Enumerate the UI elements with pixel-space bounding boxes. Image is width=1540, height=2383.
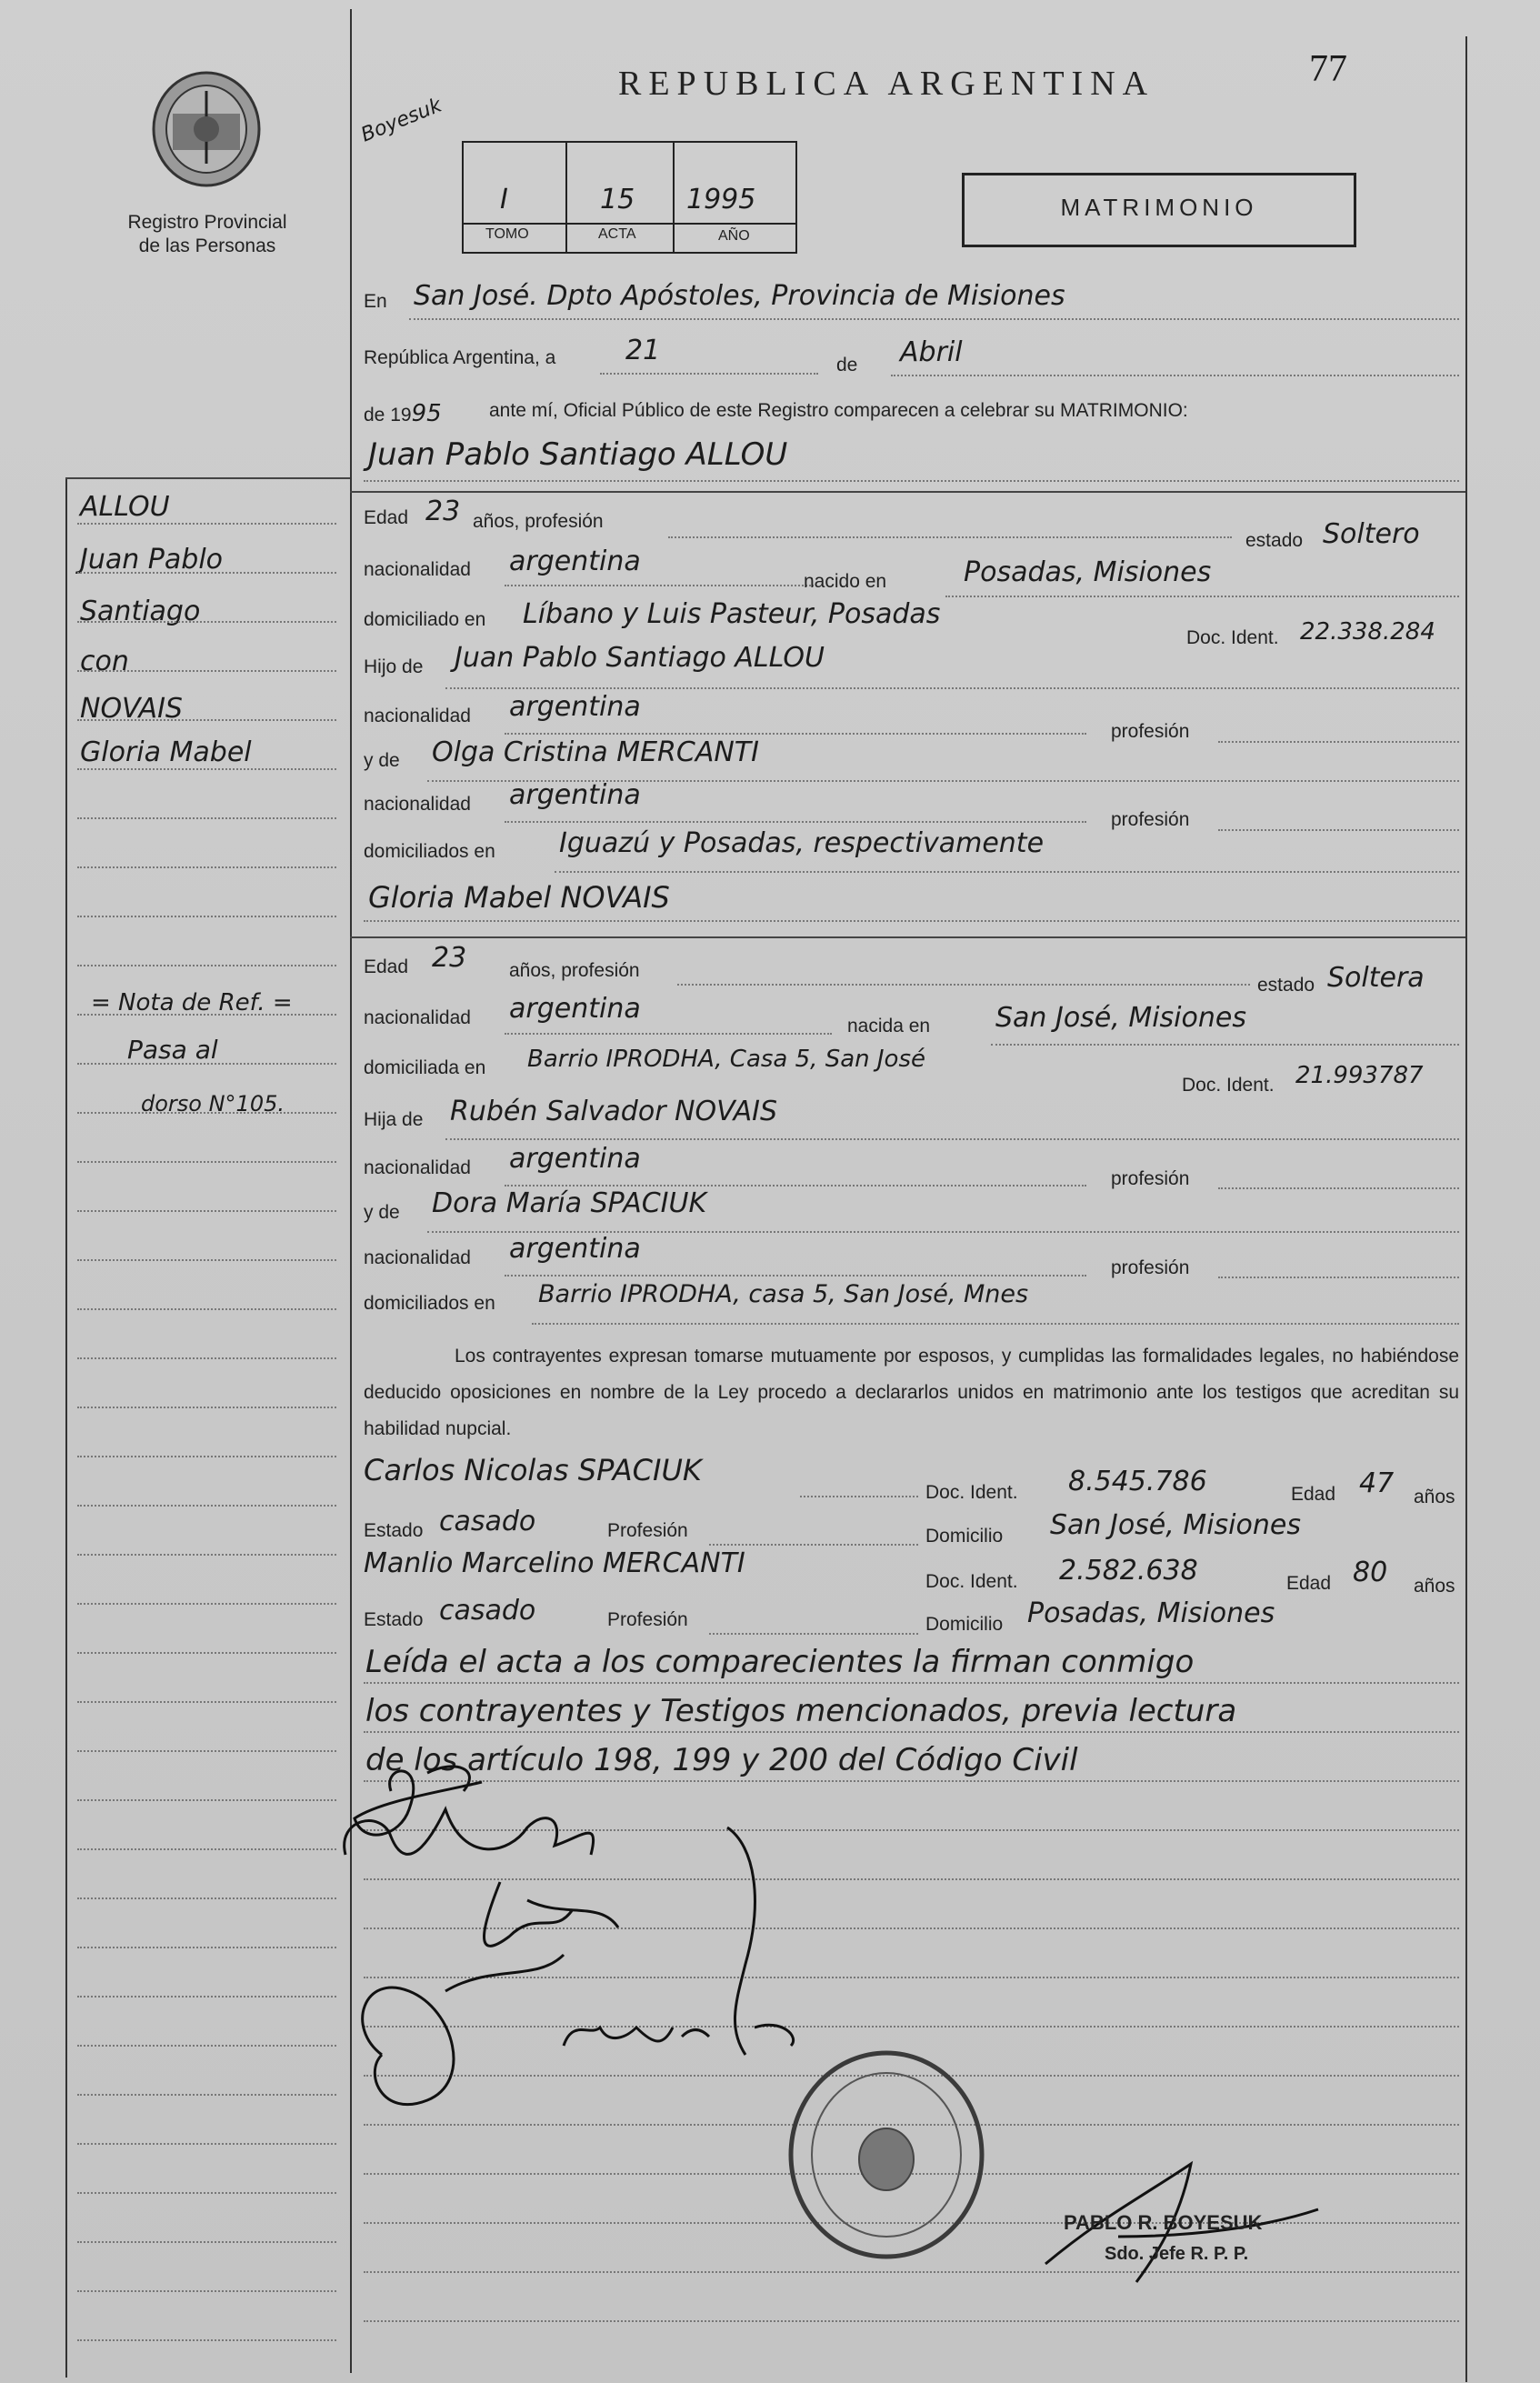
bride-status: Soltera bbox=[1327, 962, 1425, 994]
document-type-label: MATRIMONIO bbox=[1060, 194, 1258, 221]
registrar-note: Boyesuk bbox=[357, 94, 445, 147]
groom-mother-nationality: argentina bbox=[509, 779, 641, 811]
margin-con: con bbox=[80, 646, 129, 677]
witness1-name: Carlos Nicolas SPACIUK bbox=[364, 1453, 702, 1487]
en-label: En bbox=[364, 291, 387, 312]
month-value: Abril bbox=[900, 336, 963, 368]
republica-label: República Argentina, a bbox=[364, 347, 556, 368]
year-prefix: de 1995 bbox=[364, 400, 442, 427]
margin-groom-second-name: Santiago bbox=[80, 596, 201, 627]
bride-father-prof-label: profesión bbox=[1111, 1168, 1190, 1189]
bride-address: Barrio IPRODHA, Casa 5, San José bbox=[527, 1046, 925, 1073]
bride-parents-address-label: domiciliados en bbox=[364, 1293, 495, 1314]
signature-rule bbox=[364, 2320, 1459, 2322]
bride-father-nat-label: nacionalidad bbox=[364, 1157, 471, 1178]
country-title: REPUBLICA ARGENTINA bbox=[618, 65, 1155, 103]
groom-parents-address: Iguazú y Posadas, respectivamente bbox=[559, 827, 1045, 859]
groom-father-nat-label: nacionalidad bbox=[364, 706, 471, 726]
bride-age: 23 bbox=[432, 942, 467, 974]
groom-nationality-label: nacionalidad bbox=[364, 559, 471, 580]
witness1-age-label: Edad bbox=[1291, 1484, 1336, 1505]
groom-mother-nat-label: nacionalidad bbox=[364, 794, 471, 815]
witness2-doc-label: Doc. Ident. bbox=[925, 1571, 1018, 1592]
margin-rule bbox=[77, 1848, 336, 1850]
signature-rule bbox=[364, 1731, 1459, 1733]
margin-rule bbox=[77, 1063, 336, 1065]
official-seal-icon bbox=[782, 2046, 991, 2264]
margin-rule bbox=[77, 572, 336, 574]
bride-status-label: estado bbox=[1257, 975, 1315, 996]
bride-father: Rubén Salvador NOVAIS bbox=[450, 1096, 778, 1127]
document-type-box bbox=[962, 173, 1356, 247]
bride-parents-address: Barrio IPRODHA, casa 5, San José, Mnes bbox=[538, 1280, 1029, 1308]
witness1-status-label: Estado bbox=[364, 1520, 424, 1541]
margin-rule bbox=[77, 1112, 336, 1114]
margin-rule bbox=[77, 1897, 336, 1899]
groom-mother-prof-label: profesión bbox=[1111, 809, 1190, 830]
witness2-age-label: Edad bbox=[1286, 1573, 1332, 1594]
witness1-address: San José, Misiones bbox=[1050, 1509, 1301, 1541]
registry-name: Registro Provincial de las Personas bbox=[127, 212, 287, 256]
margin-note-1: = Nota de Ref. = bbox=[91, 989, 293, 1016]
groom-doc-label: Doc. Ident. bbox=[1186, 627, 1279, 648]
signature-rule bbox=[364, 1682, 1459, 1684]
margin-note-3: dorso N°105. bbox=[141, 1091, 285, 1116]
signatures-graphic bbox=[327, 1755, 800, 2137]
margin-rule bbox=[77, 1652, 336, 1654]
witness2-address-label: Domicilio bbox=[925, 1614, 1004, 1635]
margin-bride-names: Gloria Mabel bbox=[80, 736, 252, 768]
bride-address-label: domiciliada en bbox=[364, 1057, 486, 1078]
margin-rule bbox=[77, 1161, 336, 1163]
closing-line-1: Leída el acta a los comparecientes la firman conmigo bbox=[365, 1644, 1195, 1680]
groom-full-name: Juan Pablo Santiago ALLOU bbox=[368, 436, 788, 473]
margin-rule bbox=[77, 2094, 336, 2096]
tomo-value: I bbox=[500, 184, 508, 215]
closing-line-2: los contrayentes y Testigos mencionados, previa lectura bbox=[365, 1693, 1237, 1729]
bride-doc: 21.993787 bbox=[1295, 1062, 1424, 1089]
margin-rule bbox=[77, 2192, 336, 2194]
acta-label: ACTA bbox=[598, 226, 636, 242]
groom-status-label: estado bbox=[1245, 530, 1304, 551]
bride-birthplace: San José, Misiones bbox=[995, 1002, 1246, 1034]
margin-rule bbox=[77, 817, 336, 819]
bride-birthplace-label: nacida en bbox=[847, 1016, 931, 1036]
bride-father-nationality: argentina bbox=[509, 1143, 641, 1175]
bride-mother-nationality: argentina bbox=[509, 1233, 641, 1265]
margin-rule bbox=[77, 1799, 336, 1801]
margin-bride-surname: NOVAIS bbox=[80, 693, 183, 725]
groom-nationality: argentina bbox=[509, 546, 641, 577]
witness2-name: Manlio Marcelino MERCANTI bbox=[364, 1547, 745, 1579]
witness1-doc-label: Doc. Ident. bbox=[925, 1482, 1018, 1503]
margin-rule bbox=[77, 965, 336, 966]
margin-rule bbox=[77, 916, 336, 917]
ano-label: AÑO bbox=[718, 228, 750, 244]
bride-age-label: Edad bbox=[364, 956, 409, 977]
groom-age: 23 bbox=[425, 496, 461, 527]
witness1-years-label: años bbox=[1414, 1487, 1455, 1507]
margin-rule bbox=[77, 1947, 336, 1948]
bride-nationality: argentina bbox=[509, 993, 641, 1025]
margin-rule bbox=[77, 719, 336, 721]
witness1-age: 47 bbox=[1359, 1467, 1395, 1499]
margin-rule bbox=[77, 2045, 336, 2047]
witness2-prof-label: Profesión bbox=[607, 1609, 688, 1630]
margin-rule bbox=[77, 523, 336, 525]
page-number: 77 bbox=[1309, 48, 1347, 90]
tomo-label: TOMO bbox=[485, 226, 529, 242]
witness1-status: casado bbox=[439, 1506, 536, 1537]
day-value: 21 bbox=[625, 335, 661, 366]
groom-father-prof-label: profesión bbox=[1111, 721, 1190, 742]
place-value: San José. Dpto Apóstoles, Provincia de Misiones bbox=[414, 280, 1065, 312]
groom-birthplace-label: nacido en bbox=[804, 571, 887, 592]
groom-mother: Olga Cristina MERCANTI bbox=[432, 736, 759, 768]
groom-address-label: domiciliado en bbox=[364, 609, 486, 630]
bride-doc-label: Doc. Ident. bbox=[1182, 1075, 1275, 1096]
margin-rule bbox=[77, 768, 336, 770]
margin-rule bbox=[77, 2241, 336, 2243]
witness2-status: casado bbox=[439, 1595, 536, 1627]
margin-rule bbox=[77, 1996, 336, 1998]
margin-rule bbox=[77, 1456, 336, 1457]
marriage-statement: Los contrayentes expresan tomarse mutuamente por esposos, y cumplidas las formalidades legales, no habiéndose deducido oposiciones en nombre de la Ley procedo a declararlos unidos en matrimonio ante los testigos que acreditan su habilidad nupcial. bbox=[364, 1346, 1459, 1439]
officer-title: Sdo. Jefe R. P. P. bbox=[1105, 2244, 1249, 2264]
margin-rule bbox=[77, 1554, 336, 1556]
margin-rule bbox=[77, 1357, 336, 1359]
margin-rule bbox=[77, 621, 336, 623]
margin-groom-surname: ALLOU bbox=[80, 491, 170, 523]
official-statement: ante mí, Oficial Público de este Registro comparecen a celebrar su MATRIMONIO: bbox=[489, 400, 1188, 421]
bride-mother-nat-label: nacionalidad bbox=[364, 1247, 471, 1268]
bride-full-name: Gloria Mabel NOVAIS bbox=[368, 880, 670, 915]
margin-rule bbox=[77, 866, 336, 868]
bride-mother-label: y de bbox=[364, 1202, 400, 1223]
groom-mother-label: y de bbox=[364, 750, 400, 771]
witness1-doc: 8.545.786 bbox=[1068, 1466, 1207, 1497]
margin-rule bbox=[77, 2143, 336, 2145]
officer-name: PABLO R. BOYESUK bbox=[1064, 2211, 1263, 2234]
margin-rule bbox=[77, 1505, 336, 1507]
groom-address: Líbano y Luis Pasteur, Posadas bbox=[523, 598, 941, 630]
groom-age-label: Edad bbox=[364, 507, 409, 528]
margin-rule bbox=[77, 1603, 336, 1605]
bride-years-label: años, profesión bbox=[509, 960, 640, 981]
groom-parents-address-label: domiciliados en bbox=[364, 841, 495, 862]
margin-note-2: Pasa al bbox=[127, 1035, 218, 1065]
margin-rule bbox=[77, 1259, 336, 1261]
witness2-age: 80 bbox=[1353, 1557, 1388, 1588]
provincial-emblem-icon bbox=[145, 64, 268, 191]
margin-rule bbox=[77, 1210, 336, 1212]
witness2-years-label: años bbox=[1414, 1576, 1455, 1597]
record-reference-box bbox=[462, 141, 797, 254]
groom-son-of-label: Hijo de bbox=[364, 656, 424, 677]
margin-rule bbox=[77, 1014, 336, 1016]
margin-groom-names: Juan Pablo bbox=[80, 544, 224, 576]
witness1-prof-label: Profesión bbox=[607, 1520, 688, 1541]
witness2-status-label: Estado bbox=[364, 1609, 424, 1630]
bride-mother-prof-label: profesión bbox=[1111, 1257, 1190, 1278]
acta-value: 15 bbox=[600, 184, 635, 215]
groom-doc: 22.338.284 bbox=[1300, 618, 1435, 646]
margin-rule bbox=[77, 1750, 336, 1752]
groom-father-nationality: argentina bbox=[509, 691, 641, 723]
margin-rule bbox=[77, 2339, 336, 2341]
groom-father: Juan Pablo Santiago ALLOU bbox=[455, 642, 825, 674]
ano-value: 1995 bbox=[686, 184, 756, 215]
margin-rule bbox=[77, 2290, 336, 2292]
bride-nationality-label: nacionalidad bbox=[364, 1007, 471, 1028]
groom-status: Soltero bbox=[1323, 518, 1420, 550]
witness2-doc: 2.582.638 bbox=[1059, 1555, 1198, 1587]
closing-line-3: de los artículo 198, 199 y 200 del Código Civil bbox=[365, 1742, 1078, 1778]
margin-rule bbox=[77, 670, 336, 672]
margin-rule bbox=[77, 1701, 336, 1703]
groom-years-label: años, profesión bbox=[473, 511, 604, 532]
de-label: de bbox=[836, 355, 858, 375]
margin-rule bbox=[77, 1407, 336, 1408]
bride-mother: Dora María SPACIUK bbox=[432, 1187, 707, 1219]
witness2-address: Posadas, Misiones bbox=[1027, 1597, 1275, 1629]
groom-birthplace: Posadas, Misiones bbox=[964, 556, 1212, 588]
bride-daughter-of-label: Hija de bbox=[364, 1109, 424, 1130]
witness1-address-label: Domicilio bbox=[925, 1526, 1004, 1547]
margin-rule bbox=[77, 1308, 336, 1310]
